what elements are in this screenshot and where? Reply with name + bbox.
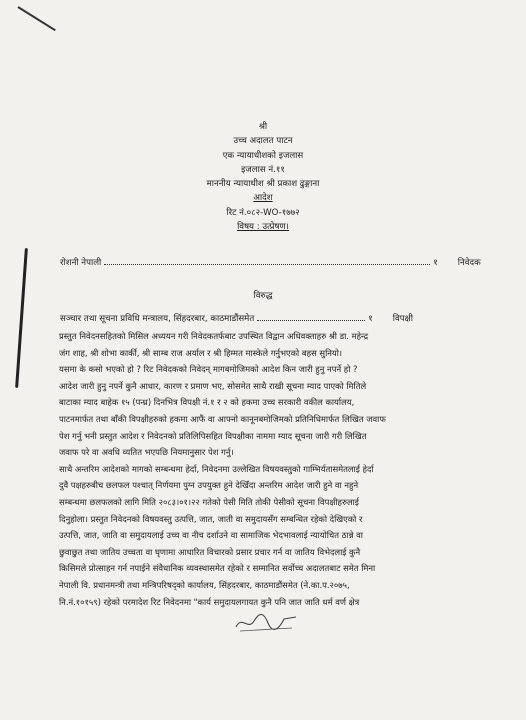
body-line: नि.नं.१०१५९) रहेको परमादेश रिट निवेदनमा "कार्य समुदायलगायत कुनै पनि जात जाति धर्म वर्ण क्षेत्र bbox=[59, 596, 360, 607]
body-line: बाटाका म्याद बाहेक १५ (पन्ध्र) दिनभित्र विपक्षी नं.१ र २ को हकमा उच्च सरकारी वकील कार्यालय, bbox=[59, 397, 355, 408]
body-line: दुवै पक्षहरुबीच छलफल पश्चात् निर्णयमा पुग्न उपयुक्त हुने देखिँदा अन्तरिम आदेश जारी हुने वा नहुने bbox=[59, 480, 359, 491]
respondent-line bbox=[60, 311, 413, 324]
dotted-leader bbox=[104, 255, 430, 265]
body-line: प्रस्तुत निवेदनसहितको मिसिल अध्ययन गरी निवेदकतर्फबाट उपस्थित विद्वान अधिवक्ताहरु श्री डा. महेन्द्र bbox=[59, 331, 369, 341]
body-line: सम्बन्धमा छलफलको लागि मिति २०८३।०१।२२ गतेको पेसी मिति तोकी पेसीको सूचना विपक्षीहरुलाई bbox=[59, 496, 359, 507]
order-title: आदेश bbox=[253, 193, 273, 204]
body-line: जवाफ परे वा अवधि व्यतित भएपछि नियमानुसार पेश गर्नु। bbox=[59, 447, 234, 458]
case-subject: विषय : उत्प्रेषण। bbox=[237, 222, 289, 233]
court-name: उच्च अदालत पाटन bbox=[233, 136, 293, 147]
body-line: नेपाली वि. प्रधानमन्त्री तथा मन्त्रिपरिषद्को कार्यालय, सिंहदरबार, काठमाडौंसमेत (ने.का.प.२०७५, bbox=[59, 579, 350, 590]
bench-type: एक न्यायाधीशको इजलास bbox=[222, 150, 304, 161]
bench-number: इजलास नं.११ bbox=[241, 164, 285, 175]
respondent-role: विपक्षी bbox=[392, 314, 413, 324]
body-line: आदेश जारी हुनु नपर्ने कुनै आधार, कारण र प्रमाण भए, सोसमेत साथै राखी सूचना म्याद पाएको मितिले bbox=[59, 380, 367, 391]
petitioner-line bbox=[60, 255, 481, 268]
body-line: दिनुहोला। प्रस्तुत निवेदनको विषयवस्तु उत्पत्ति, जात, जाती वा समुदायसँग सम्बन्धित रहेको देखिएको र bbox=[59, 513, 363, 524]
body-line: छुवाछुत तथा जातिय उच्चता वा घृणामा आधारित विचारको प्रसार प्रचार गर्न वा जातिय विभेदलाई कुनै bbox=[59, 546, 361, 557]
order-body bbox=[59, 328, 509, 610]
writ-number: रिट नं.०८२-WO-१७७२ bbox=[226, 207, 300, 218]
body-line: किसिमले प्रोत्साहन गर्न नपाईने संवैधानिक व्यवस्थासमेत रहेको र सम्मानित सर्वोच्च अदालतबाट समेत मिना bbox=[59, 563, 376, 574]
petitioner-role: निवेदक bbox=[457, 258, 481, 268]
judge-name: माननीय न्यायाधीश श्री प्रकाश ढुङ्गाना bbox=[206, 179, 320, 190]
body-line: पेश गर्नु भनी प्रस्तुत आदेश र निवेदनको प्रतिलिपिसहित विपक्षीका नाममा म्याद सूचना जारी गरी लिखित bbox=[59, 430, 367, 441]
salutation: श्री bbox=[258, 122, 268, 132]
body-line: पाटनमार्फत तथा बाँकी विपक्षीहरुको हकमा आफैं वा आफ्नो कानूनबमोजिमको प्रतिनिधिमार्फत लिखित जवाफ bbox=[59, 413, 386, 424]
body-line: साथै अन्तरिम आदेशको मागको सम्बन्धमा हेर्दा, निवेदनमा उल्लेखित विषयवस्तुको गाम्भिर्यतासमेतलाई हेर्दा bbox=[59, 463, 374, 474]
body-line: उत्पत्ति, जात, जाति वा समुदायलाई उच्च वा नीच दर्शाउने वा सामाजिक भेदभावलाई न्यायोचित ठान्ने वा bbox=[59, 530, 363, 541]
respondent-name: सञ्चार तथा सूचना प्रविधि मन्त्रालय, सिंहदरबार, काठमाडौंसमेत bbox=[60, 314, 255, 324]
document-header bbox=[0, 120, 526, 234]
body-line: जंग शाह, श्री शोभा कार्की, श्री साम्ब राज अर्याल र श्री हिम्मत मास्केले गर्नुभएको बहस सुनियो। bbox=[59, 347, 343, 358]
dotted-leader bbox=[257, 311, 365, 321]
versus-heading: विरुद्ध bbox=[253, 291, 273, 301]
petitioner-name: रोशनी नेपाली bbox=[60, 258, 102, 268]
petitioner-count: १ bbox=[433, 258, 438, 268]
body-line: यसमा के कसो भएको हो ? रिट निवेदकको निवेदन् मागबमोजिमको आदेश किन जारी हुनु नपर्ने हो ? bbox=[59, 364, 358, 375]
margin-pen-mark bbox=[15, 248, 28, 388]
respondent-count: १ bbox=[368, 314, 373, 324]
pen-stroke-mark bbox=[17, 6, 55, 31]
handwritten-signature bbox=[232, 609, 302, 635]
